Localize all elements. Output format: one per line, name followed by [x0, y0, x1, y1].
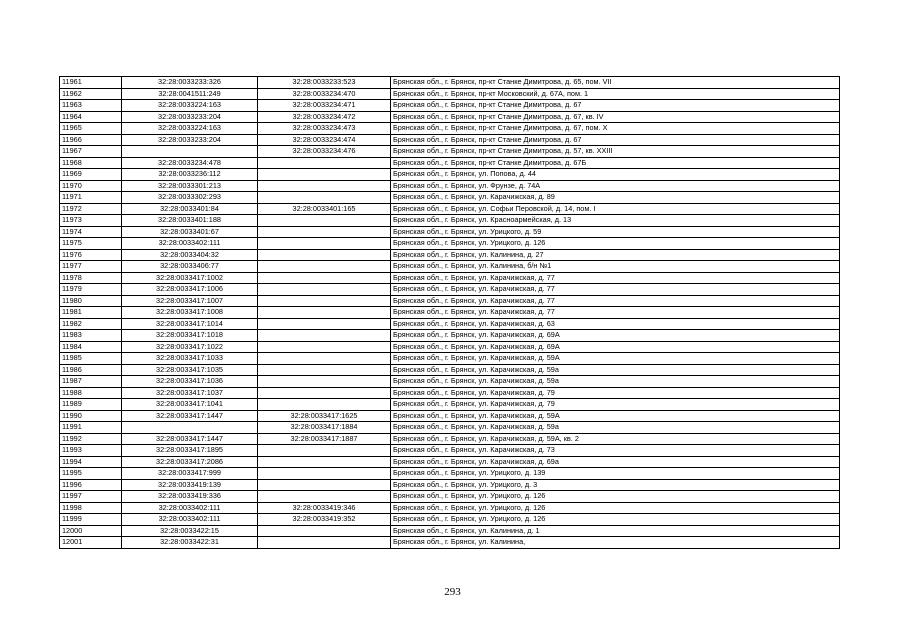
related-cadastral-number-cell	[258, 445, 391, 457]
cadastral-number-cell: 32:28:0033233:204	[122, 111, 258, 123]
cadastral-number-cell: 32:28:0033302:293	[122, 192, 258, 204]
row-number-cell: 11975	[60, 238, 122, 250]
table-row	[60, 514, 840, 526]
address-cell: Брянская обл., г. Брянск, ул. Карачижская, д. 77	[391, 272, 840, 284]
related-cadastral-number-cell: 32:28:0033419:352	[258, 514, 391, 526]
cadastral-number-cell: 32:28:0033401:67	[122, 226, 258, 238]
table-row	[60, 399, 840, 411]
table-row	[60, 238, 840, 250]
address-cell: Брянская обл., г. Брянск, ул. Урицкого, д. 139	[391, 468, 840, 480]
related-cadastral-number-cell: 32:28:0033233:523	[258, 77, 391, 89]
address-cell: Брянская обл., г. Брянск, ул. Карачижская, д. 89	[391, 192, 840, 204]
address-cell: Брянская обл., г. Брянск, ул. Карачижская, д. 69А	[391, 330, 840, 342]
row-number-cell: 11963	[60, 100, 122, 112]
table-row	[60, 88, 840, 100]
related-cadastral-number-cell	[258, 364, 391, 376]
cadastral-number-cell: 32:28:0033417:1035	[122, 364, 258, 376]
related-cadastral-number-cell	[258, 468, 391, 480]
row-number-cell: 11976	[60, 249, 122, 261]
row-number-cell: 11974	[60, 226, 122, 238]
address-cell: Брянская обл., г. Брянск, пр-кт Станке Димитрова, д. 67Б	[391, 157, 840, 169]
address-cell: Брянская обл., г. Брянск, ул. Калинина, д. 27	[391, 249, 840, 261]
related-cadastral-number-cell	[258, 307, 391, 319]
row-number-cell: 11966	[60, 134, 122, 146]
table-row	[60, 468, 840, 480]
cadastral-number-cell: 32:28:0033402:111	[122, 514, 258, 526]
related-cadastral-number-cell	[258, 192, 391, 204]
table-row	[60, 100, 840, 112]
cadastral-number-cell: 32:28:0033417:1037	[122, 387, 258, 399]
related-cadastral-number-cell	[258, 261, 391, 273]
cadastral-number-cell: 32:28:0033417:1447	[122, 410, 258, 422]
related-cadastral-number-cell	[258, 456, 391, 468]
address-cell: Брянская обл., г. Брянск, ул. Карачижская, д. 77	[391, 295, 840, 307]
table-row	[60, 330, 840, 342]
related-cadastral-number-cell	[258, 169, 391, 181]
table-row	[60, 284, 840, 296]
cadastral-number-cell: 32:28:0033417:1033	[122, 353, 258, 365]
address-cell: Брянская обл., г. Брянск, пр-кт Станке Димитрова, д. 67, кв. IV	[391, 111, 840, 123]
address-cell: Брянская обл., г. Брянск, ул. Фрунзе, д. 74А	[391, 180, 840, 192]
address-cell: Брянская обл., г. Брянск, пр-кт Станке Димитрова, д. 67	[391, 134, 840, 146]
row-number-cell: 11961	[60, 77, 122, 89]
address-cell: Брянская обл., г. Брянск, ул. Карачижская, д. 59А	[391, 410, 840, 422]
address-cell: Брянская обл., г. Брянск, ул. Карачижская, д. 79	[391, 387, 840, 399]
table-row	[60, 445, 840, 457]
table-row	[60, 226, 840, 238]
row-number-cell: 11999	[60, 514, 122, 526]
address-cell: Брянская обл., г. Брянск, пр-кт Станке Димитрова, д. 65, пом. VII	[391, 77, 840, 89]
table-row	[60, 261, 840, 273]
row-number-cell: 11973	[60, 215, 122, 227]
cadastral-number-cell: 32:28:0033417:999	[122, 468, 258, 480]
address-cell: Брянская обл., г. Брянск, пр-кт Московский, д. 67А, пом. 1	[391, 88, 840, 100]
row-number-cell: 11971	[60, 192, 122, 204]
table-row	[60, 364, 840, 376]
table-row	[60, 353, 840, 365]
table-row	[60, 341, 840, 353]
cadastral-number-cell: 32:28:0033233:204	[122, 134, 258, 146]
address-cell: Брянская обл., г. Брянск, ул. Софьи Перовской, д. 14, пом. I	[391, 203, 840, 215]
table-row	[60, 502, 840, 514]
cadastral-number-cell: 32:28:0033301:213	[122, 180, 258, 192]
row-number-cell: 11993	[60, 445, 122, 457]
address-cell: Брянская обл., г. Брянск, ул. Карачижская, д. 69а	[391, 456, 840, 468]
table-row	[60, 537, 840, 549]
row-number-cell: 11979	[60, 284, 122, 296]
row-number-cell: 11964	[60, 111, 122, 123]
cadastral-number-cell	[122, 146, 258, 158]
table-row	[60, 456, 840, 468]
address-cell: Брянская обл., г. Брянск, ул. Урицкого, д. 59	[391, 226, 840, 238]
related-cadastral-number-cell	[258, 157, 391, 169]
page-number: 293	[444, 586, 461, 598]
row-number-cell: 11985	[60, 353, 122, 365]
address-cell: Брянская обл., г. Брянск, ул. Красноармейская, д. 13	[391, 215, 840, 227]
table-row	[60, 387, 840, 399]
related-cadastral-number-cell	[258, 180, 391, 192]
cadastral-number-cell: 32:28:0033224:163	[122, 100, 258, 112]
row-number-cell: 11980	[60, 295, 122, 307]
row-number-cell: 11987	[60, 376, 122, 388]
related-cadastral-number-cell	[258, 318, 391, 330]
row-number-cell: 11967	[60, 146, 122, 158]
cadastral-number-cell: 32:28:0041511:249	[122, 88, 258, 100]
table-row	[60, 525, 840, 537]
table-row	[60, 180, 840, 192]
related-cadastral-number-cell	[258, 525, 391, 537]
cadastral-number-cell: 32:28:0033419:139	[122, 479, 258, 491]
address-cell: Брянская обл., г. Брянск, ул. Карачижская, д. 77	[391, 284, 840, 296]
row-number-cell: 11986	[60, 364, 122, 376]
row-number-cell: 11994	[60, 456, 122, 468]
address-cell: Брянская обл., г. Брянск, пр-кт Станке Димитрова, д. 57, кв. XXIII	[391, 146, 840, 158]
related-cadastral-number-cell	[258, 491, 391, 503]
cadastral-number-cell: 32:28:0033417:1022	[122, 341, 258, 353]
registry-table-body	[60, 77, 840, 549]
row-number-cell: 11989	[60, 399, 122, 411]
table-row	[60, 134, 840, 146]
cadastral-number-cell: 32:28:0033422:15	[122, 525, 258, 537]
related-cadastral-number-cell	[258, 295, 391, 307]
table-row	[60, 318, 840, 330]
related-cadastral-number-cell: 32:28:0033417:1887	[258, 433, 391, 445]
table-row	[60, 157, 840, 169]
address-cell: Брянская обл., г. Брянск, ул. Карачижская, д. 69А	[391, 341, 840, 353]
address-cell: Брянская обл., г. Брянск, ул. Попова, д. 44	[391, 169, 840, 181]
related-cadastral-number-cell	[258, 226, 391, 238]
table-row	[60, 272, 840, 284]
row-number-cell: 11988	[60, 387, 122, 399]
address-cell: Брянская обл., г. Брянск, ул. Карачижская, д. 59а	[391, 422, 840, 434]
cadastral-number-cell: 32:28:0033404:32	[122, 249, 258, 261]
table-row	[60, 169, 840, 181]
cadastral-number-cell: 32:28:0033236:112	[122, 169, 258, 181]
row-number-cell: 11983	[60, 330, 122, 342]
related-cadastral-number-cell: 32:28:0033234:476	[258, 146, 391, 158]
cadastral-number-cell: 32:28:0033401:84	[122, 203, 258, 215]
related-cadastral-number-cell	[258, 238, 391, 250]
cadastral-number-cell: 32:28:0033233:326	[122, 77, 258, 89]
row-number-cell: 11990	[60, 410, 122, 422]
row-number-cell: 11998	[60, 502, 122, 514]
row-number-cell: 11981	[60, 307, 122, 319]
row-number-cell: 11977	[60, 261, 122, 273]
cadastral-number-cell: 32:28:0033401:188	[122, 215, 258, 227]
table-row	[60, 249, 840, 261]
cadastral-number-cell: 32:28:0033417:1002	[122, 272, 258, 284]
address-cell: Брянская обл., г. Брянск, ул. Карачижская, д. 59а	[391, 364, 840, 376]
cadastral-number-cell: 32:28:0033406:77	[122, 261, 258, 273]
cadastral-number-cell: 32:28:0033417:1895	[122, 445, 258, 457]
cadastral-number-cell: 32:28:0033417:1006	[122, 284, 258, 296]
address-cell: Брянская обл., г. Брянск, ул. Урицкого, д. 126	[391, 491, 840, 503]
related-cadastral-number-cell: 32:28:0033401:165	[258, 203, 391, 215]
table-row	[60, 215, 840, 227]
row-number-cell: 11995	[60, 468, 122, 480]
row-number-cell: 12001	[60, 537, 122, 549]
row-number-cell: 11972	[60, 203, 122, 215]
table-row	[60, 295, 840, 307]
related-cadastral-number-cell	[258, 215, 391, 227]
related-cadastral-number-cell	[258, 249, 391, 261]
table-row	[60, 491, 840, 503]
related-cadastral-number-cell: 32:28:0033234:474	[258, 134, 391, 146]
cadastral-number-cell	[122, 422, 258, 434]
cadastral-number-cell: 32:28:0033402:111	[122, 502, 258, 514]
related-cadastral-number-cell	[258, 376, 391, 388]
cadastral-number-cell: 32:28:0033417:1014	[122, 318, 258, 330]
address-cell: Брянская обл., г. Брянск, ул. Карачижская, д. 59А	[391, 353, 840, 365]
cadastral-number-cell: 32:28:0033402:111	[122, 238, 258, 250]
table-row	[60, 422, 840, 434]
row-number-cell: 11970	[60, 180, 122, 192]
address-cell: Брянская обл., г. Брянск, ул. Карачижская, д. 79	[391, 399, 840, 411]
related-cadastral-number-cell: 32:28:0033234:471	[258, 100, 391, 112]
address-cell: Брянская обл., г. Брянск, ул. Урицкого, д. 126	[391, 502, 840, 514]
address-cell: Брянская обл., г. Брянск, пр-кт Станке Димитрова, д. 67	[391, 100, 840, 112]
table-row	[60, 479, 840, 491]
address-cell: Брянская обл., г. Брянск, ул. Калинина, д. 1	[391, 525, 840, 537]
row-number-cell: 11968	[60, 157, 122, 169]
address-cell: Брянская обл., г. Брянск, ул. Калинина, б/н №1	[391, 261, 840, 273]
table-row	[60, 77, 840, 89]
address-cell: Брянская обл., г. Брянск, ул. Карачижская, д. 63	[391, 318, 840, 330]
address-cell: Брянская обл., г. Брянск, пр-кт Станке Димитрова, д. 67, пом. X	[391, 123, 840, 135]
related-cadastral-number-cell	[258, 353, 391, 365]
related-cadastral-number-cell	[258, 272, 391, 284]
cadastral-number-cell: 32:28:0033422:31	[122, 537, 258, 549]
address-cell: Брянская обл., г. Брянск, ул. Карачижская, д. 59А, кв. 2	[391, 433, 840, 445]
row-number-cell: 11982	[60, 318, 122, 330]
row-number-cell: 11992	[60, 433, 122, 445]
table-row	[60, 111, 840, 123]
related-cadastral-number-cell: 32:28:0033234:473	[258, 123, 391, 135]
address-cell: Брянская обл., г. Брянск, ул. Калинина,	[391, 537, 840, 549]
table-row	[60, 192, 840, 204]
related-cadastral-number-cell	[258, 330, 391, 342]
related-cadastral-number-cell: 32:28:0033417:1625	[258, 410, 391, 422]
table-row	[60, 123, 840, 135]
table-row	[60, 433, 840, 445]
address-cell: Брянская обл., г. Брянск, ул. Урицкого, д. 3	[391, 479, 840, 491]
related-cadastral-number-cell	[258, 284, 391, 296]
table-row	[60, 410, 840, 422]
row-number-cell: 11969	[60, 169, 122, 181]
related-cadastral-number-cell	[258, 387, 391, 399]
cadastral-number-cell: 32:28:0033417:1008	[122, 307, 258, 319]
row-number-cell: 11991	[60, 422, 122, 434]
row-number-cell: 11965	[60, 123, 122, 135]
related-cadastral-number-cell: 32:28:0033234:470	[258, 88, 391, 100]
related-cadastral-number-cell: 32:28:0033234:472	[258, 111, 391, 123]
table-row	[60, 146, 840, 158]
related-cadastral-number-cell	[258, 341, 391, 353]
cadastral-number-cell: 32:28:0033224:163	[122, 123, 258, 135]
cadastral-number-cell: 32:28:0033417:2086	[122, 456, 258, 468]
cadastral-number-cell: 32:28:0033417:1018	[122, 330, 258, 342]
row-number-cell: 11996	[60, 479, 122, 491]
row-number-cell: 11978	[60, 272, 122, 284]
related-cadastral-number-cell	[258, 399, 391, 411]
cadastral-number-cell: 32:28:0033417:1007	[122, 295, 258, 307]
related-cadastral-number-cell	[258, 537, 391, 549]
cadastral-number-cell: 32:28:0033234:478	[122, 157, 258, 169]
address-cell: Брянская обл., г. Брянск, ул. Урицкого, д. 126	[391, 238, 840, 250]
table-row	[60, 203, 840, 215]
related-cadastral-number-cell: 32:28:0033419:346	[258, 502, 391, 514]
address-cell: Брянская обл., г. Брянск, ул. Карачижская, д. 59а	[391, 376, 840, 388]
cadastral-number-cell: 32:28:0033419:336	[122, 491, 258, 503]
table-row	[60, 307, 840, 319]
related-cadastral-number-cell	[258, 479, 391, 491]
related-cadastral-number-cell: 32:28:0033417:1884	[258, 422, 391, 434]
table-row	[60, 376, 840, 388]
row-number-cell: 12000	[60, 525, 122, 537]
row-number-cell: 11984	[60, 341, 122, 353]
cadastral-number-cell: 32:28:0033417:1447	[122, 433, 258, 445]
cadastral-number-cell: 32:28:0033417:1036	[122, 376, 258, 388]
cadastral-number-cell: 32:28:0033417:1041	[122, 399, 258, 411]
row-number-cell: 11962	[60, 88, 122, 100]
address-cell: Брянская обл., г. Брянск, ул. Урицкого, д. 126	[391, 514, 840, 526]
address-cell: Брянская обл., г. Брянск, ул. Карачижская, д. 77	[391, 307, 840, 319]
row-number-cell: 11997	[60, 491, 122, 503]
address-cell: Брянская обл., г. Брянск, ул. Карачижская, д. 73	[391, 445, 840, 457]
registry-table	[59, 76, 840, 549]
